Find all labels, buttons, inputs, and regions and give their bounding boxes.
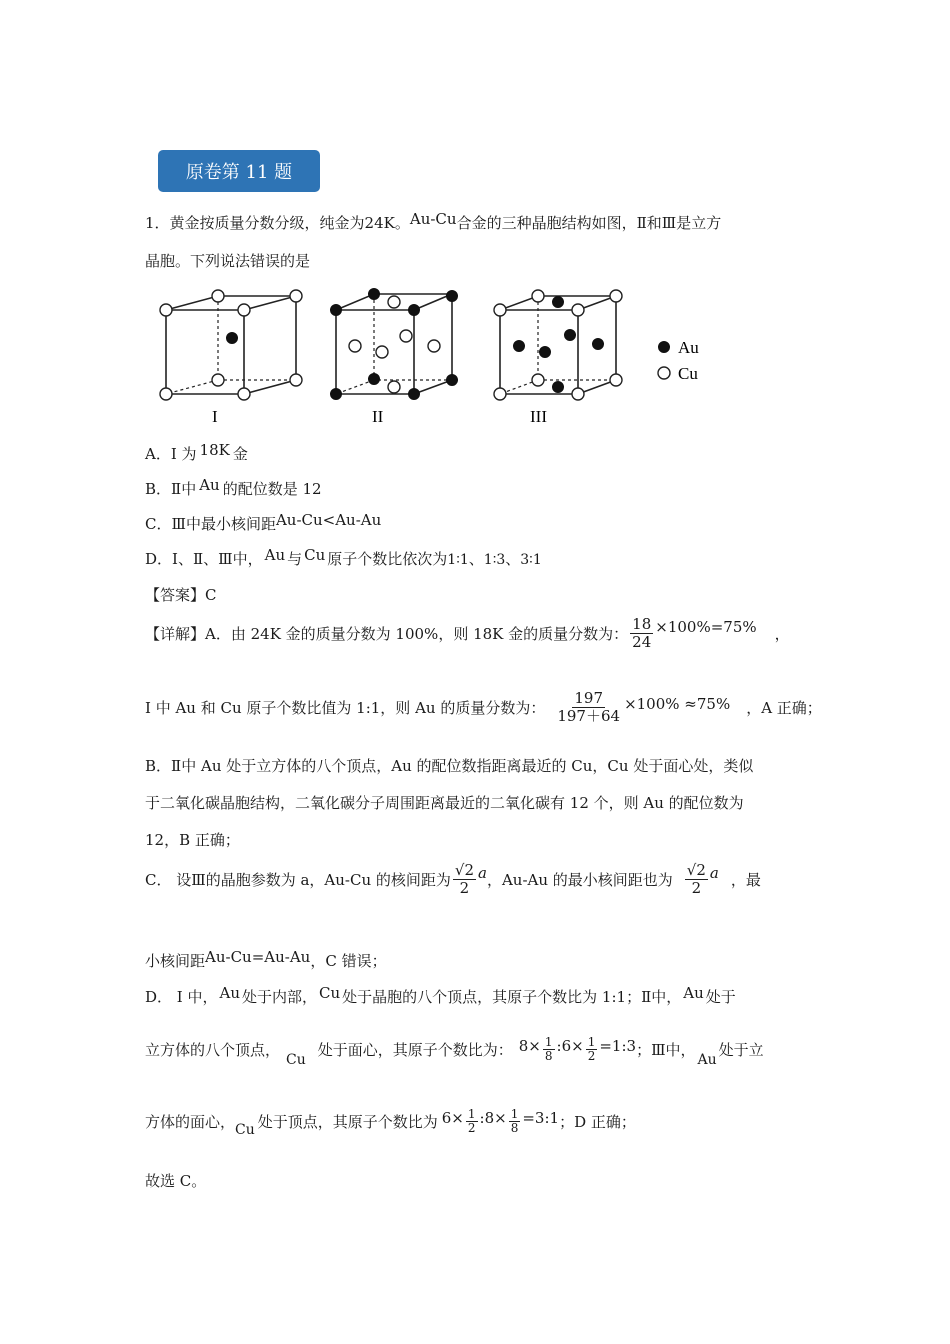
explain-formula: ×100% ≈75% xyxy=(624,695,731,713)
cu-atom xyxy=(388,296,400,308)
fraction-sqrt2-over-2: $\frac{√2}{2}$ xyxy=(686,861,706,897)
element-cu: Cu xyxy=(319,984,341,1002)
explain-text: ，A 正确； xyxy=(746,698,822,717)
cu-atom xyxy=(428,340,440,352)
cu-atom xyxy=(290,374,302,386)
final-conclusion: 故选 C。 xyxy=(145,1172,207,1190)
explain-text: ，最 xyxy=(730,870,761,889)
cu-atom xyxy=(494,304,506,316)
fraction-1-8: $\frac{1}{8}$ xyxy=(544,1035,553,1064)
explain-b-2: 于二氧化碳晶胞结构，二氧化碳分子周围距离最近的二氧化碳有 12 个，则 Au 的配位数为 xyxy=(145,794,744,812)
explain-a xyxy=(145,616,790,650)
explain-text: 处于内部， xyxy=(242,988,318,1006)
cu-atom xyxy=(238,304,250,316)
option-b xyxy=(145,478,322,499)
option-d xyxy=(145,548,542,569)
ratio-2: 1∶3 xyxy=(483,552,506,568)
cell-label-III: III xyxy=(530,407,547,426)
crystal-cell-figure xyxy=(150,282,720,432)
option-text: B．Ⅱ中 xyxy=(145,480,197,498)
expr-part: :6× xyxy=(556,1036,584,1055)
au-atom xyxy=(593,339,604,350)
cu-atom xyxy=(610,374,622,386)
explain-text: 小核间距 xyxy=(145,952,206,970)
legend-cu-label: Cu xyxy=(678,364,698,383)
legend-au-symbol xyxy=(659,342,670,353)
explain-text: ，C 错误； xyxy=(310,952,387,970)
au-atom xyxy=(447,291,458,302)
option-text: C．Ⅲ中最小核间距 xyxy=(145,515,276,533)
option-value: Au-Cu<Au-Au xyxy=(275,511,382,529)
explain-text: 处于 xyxy=(705,988,736,1006)
element-cu: Cu xyxy=(304,546,326,564)
question-text: 。 xyxy=(394,214,410,232)
option-text: 的配位数是 12 xyxy=(222,480,322,498)
explain-text: I 中 Au 和 Cu 原子个数比值为 1:1，则 Au 的质量分数为： xyxy=(145,698,546,717)
figure-legend xyxy=(658,338,699,383)
question-text: 1．黄金按质量分数分级，纯金为 xyxy=(145,214,365,232)
option-value: Au xyxy=(199,476,220,494)
cu-atom xyxy=(572,304,584,316)
fraction-197: $\frac{197}{197+64}$ xyxy=(557,689,621,725)
cu-atom xyxy=(212,374,224,386)
cu-atom xyxy=(400,330,412,342)
cu-atom xyxy=(238,388,250,400)
explain-text: ；D 正确； xyxy=(559,1113,636,1132)
explain-text: 处于面心，其原子个数比为： xyxy=(317,1041,513,1060)
au-atom xyxy=(540,347,551,358)
element-cu: Cu xyxy=(235,1121,255,1138)
option-c xyxy=(145,513,381,534)
au-atom xyxy=(409,305,420,316)
expr-part: :8× xyxy=(479,1108,507,1127)
cell-label-I: I xyxy=(212,407,218,426)
option-value: 18K xyxy=(199,441,230,459)
explain-c-2 xyxy=(145,950,387,971)
expr-part: 6× xyxy=(441,1108,464,1127)
option-text: 原子个数比依次为 xyxy=(327,550,448,568)
explain-b-3: 12，B 正确； xyxy=(145,831,240,849)
au-atom xyxy=(514,341,525,352)
ratio-3: 3∶1 xyxy=(520,552,542,568)
element-cu: Cu xyxy=(286,1051,306,1068)
separator: 、 xyxy=(468,550,484,568)
au-atom xyxy=(369,289,380,300)
fraction-sqrt2-over-2: $\frac{√2}{2}$ xyxy=(454,861,474,897)
explain-text: 方体的面心， xyxy=(145,1113,236,1132)
fraction-18-24: $\frac{18}{24}$ xyxy=(632,615,652,651)
option-text: 金 xyxy=(232,445,248,463)
fraction-1-8: $\frac{1}{8}$ xyxy=(510,1107,519,1136)
expr-part: =1:3 xyxy=(599,1036,637,1055)
option-a xyxy=(145,443,248,464)
cu-atom xyxy=(572,388,584,400)
cu-atom xyxy=(376,346,388,358)
element-au: Au xyxy=(697,1051,717,1068)
explain-text: 立方体的八个顶点， xyxy=(145,1041,281,1060)
option-text: 与 xyxy=(287,550,303,568)
question-line-1 xyxy=(145,212,721,233)
lattice-a: a xyxy=(478,864,487,882)
au-atom xyxy=(409,389,420,400)
explain-text: 处于顶点，其原子个数比为 xyxy=(257,1113,438,1132)
cell-label-II: II xyxy=(372,407,384,426)
explain-formula: Au-Cu=Au-Au xyxy=(205,948,311,966)
explain-text: 【详解】A．由 24K 金的质量分数为 100%，则 18K 金的质量分数为： xyxy=(145,624,629,643)
explain-d-1 xyxy=(145,986,736,1007)
au-atom xyxy=(565,330,576,341)
cell-II xyxy=(331,289,458,427)
answer-line: 【答案】C xyxy=(145,586,217,604)
fraction-1-2: $\frac{1}{2}$ xyxy=(467,1107,476,1136)
explain-b-1: B．Ⅱ中 Au 处于立方体的八个顶点，Au 的配位数指距离最近的 Cu，Cu 处于面心处，类似 xyxy=(145,757,754,775)
au-atom xyxy=(227,333,238,344)
explain-text: C． 设Ⅲ的晶胞参数为 a，Au-Cu 的核间距为 xyxy=(145,870,451,889)
au-atom xyxy=(553,297,564,308)
cu-atom xyxy=(610,290,622,302)
cu-atom xyxy=(349,340,361,352)
au-atom xyxy=(331,389,342,400)
cu-atom xyxy=(388,381,400,393)
cu-atom xyxy=(212,290,224,302)
cu-atom xyxy=(494,388,506,400)
element-au: Au xyxy=(264,546,286,564)
question-source-badge: 原卷第 11 题 xyxy=(158,150,320,192)
element-au: Au xyxy=(683,984,704,1002)
au-atom xyxy=(447,375,458,386)
cu-atom xyxy=(160,388,172,400)
element-au: Au xyxy=(219,984,240,1002)
ratio-1: 1∶1 xyxy=(447,552,469,568)
purity-value: 24K xyxy=(364,214,395,232)
cu-atom xyxy=(532,374,544,386)
explain-text: D． I 中， xyxy=(145,988,218,1006)
explain-text: 处于立 xyxy=(718,1041,764,1060)
option-text: A．I 为 xyxy=(145,445,197,463)
explain-d-3 xyxy=(145,1107,636,1138)
cell-I xyxy=(160,290,302,426)
cu-atom xyxy=(160,304,172,316)
au-atom xyxy=(369,374,380,385)
separator: 、 xyxy=(505,550,521,568)
explain-text: ， xyxy=(774,624,790,643)
explain-c-1 xyxy=(145,862,761,896)
legend-cu-symbol xyxy=(658,367,670,379)
alloy-name: Au-Cu xyxy=(409,210,457,228)
question-text: 合金的三种晶胞结构如图，Ⅱ和Ⅲ是立方 xyxy=(456,214,722,232)
explain-text: ；Ⅲ中， xyxy=(636,1041,696,1060)
au-atom xyxy=(553,382,564,393)
explain-a-2 xyxy=(145,690,822,724)
expr-part: =3:1 xyxy=(522,1108,560,1127)
explain-text: 处于晶胞的八个顶点，其原子个数比为 1:1；Ⅱ中， xyxy=(342,988,682,1006)
cell-III xyxy=(494,290,622,426)
fraction-1-2: $\frac{1}{2}$ xyxy=(587,1035,596,1064)
explain-d-2 xyxy=(145,1035,764,1068)
question-line-2: 晶胞。下列说法错误的是 xyxy=(145,252,311,270)
cu-atom xyxy=(290,290,302,302)
lattice-a: a xyxy=(709,864,719,882)
explain-text: ，Au-Au 的最小核间距也为 xyxy=(486,870,673,889)
expr-part: 8× xyxy=(518,1036,541,1055)
au-atom xyxy=(331,305,342,316)
option-text: D．I、Ⅱ、Ⅲ中， xyxy=(145,550,263,568)
legend-au-label: Au xyxy=(678,338,699,357)
explain-formula: ×100%=75% xyxy=(655,618,757,636)
cu-atom xyxy=(532,290,544,302)
